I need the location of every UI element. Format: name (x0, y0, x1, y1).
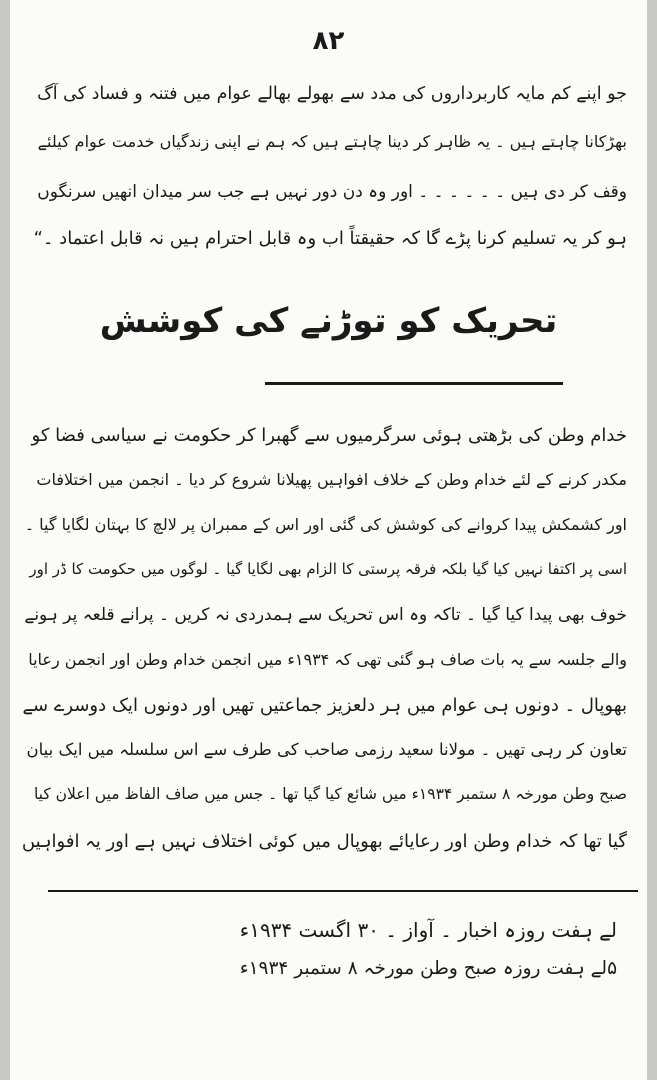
intro-line: ہو کر یہ تسلیم کرنا پڑے گا کہ حقیقتاً اب وہ قابل احترام ہیں نہ قابل اعتماد ۔“ (33, 228, 627, 249)
body-paragraph (22, 405, 627, 885)
body-line: والے جلسہ سے یہ بات صاف ہو گئی تھی کہ ۱۹۳۴ء میں انجمن خدام وطن اور انجمن رعایا (28, 650, 627, 669)
body-line: تعاون کر رہی تھیں ۔ مولانا سعید رزمی صاحب کی طرف سے اس سلسلہ میں ایک بیان (26, 740, 627, 759)
body-line: بھوپال ۔ دونوں ہی عوام میں ہر دلعزیز جماعتیں تھیں اور دونوں ایک دوسرے سے (22, 695, 627, 716)
body-line: خوف بھی پیدا کیا گیا ۔ تاکہ وہ اس تحریک سے ہمدردی نہ کریں ۔ پرانے قلعہ پر ہونے (24, 605, 627, 625)
body-line: گیا تھا کہ خدام وطن اور رعایائے بھوپال میں کوئی اختلاف نہیں ہے اور یہ افواہیں (21, 831, 627, 852)
body-line: خدام وطن کی بڑھتی ہوئی سرگرمیوں سے گھبرا کر حکومت نے سیاسی فضا کو (31, 425, 627, 446)
intro-line: بھڑکانا چاہتے ہیں ۔ یہ ظاہر کر دینا چاہتے ہیں کہ ہم نے اپنی زندگیاں خدمت عوام کیلئے (37, 132, 627, 151)
heading-underline (265, 382, 563, 385)
intro-line: جو اپنے کم مایہ کاربرداروں کی مدد سے بھولے بھالے عوام میں فتنہ و فساد کی آگ (37, 84, 627, 104)
body-line: مکدر کرنے کے لئے خدام وطن کے خلاف افواہیں پھیلانا شروع کر دیا ۔ انجمن میں اختلافات (36, 470, 627, 489)
intro-line: وقف کر دی ہیں ۔ ۔ ۔ ۔ ۔ ۔ اور وہ دن دور نہیں ہے جب سر میدان انھیں سرنگوں (37, 182, 627, 202)
body-line: اور کشمکش پیدا کروانے کی کوشش کی گئی اور اس کے ممبران پر لالچ کا بہتان لگایا گیا ۔ (24, 515, 627, 534)
footnote-divider (48, 890, 638, 892)
section-heading: تحریک کو توڑنے کی کوشش (99, 301, 558, 341)
page-number: ۸۲ (312, 26, 345, 56)
footnotes (237, 910, 617, 1000)
intro-paragraph (22, 78, 627, 268)
body-line: صبح وطن مورخہ ۸ ستمبر ۱۹۳۴ء میں شائع کیا گیا تھا ۔ جس میں صاف الفاظ میں اعلان کیا (33, 785, 627, 803)
footnote-item: لے ہفت روزہ اخبار ۔ آواز ۔ ۳۰ اگست ۱۹۳۴ء (239, 918, 617, 942)
footnote-item: ۵لے ہفت روزہ صبح وطن مورخہ ۸ ستمبر ۱۹۳۴ء (239, 958, 617, 979)
body-line: اسی پر اکتفا نہیں کیا گیا بلکہ فرقہ پرستی کا الزام بھی لگایا گیا ۔ لوگوں میں حکومت کا ڈر اور (29, 560, 627, 578)
